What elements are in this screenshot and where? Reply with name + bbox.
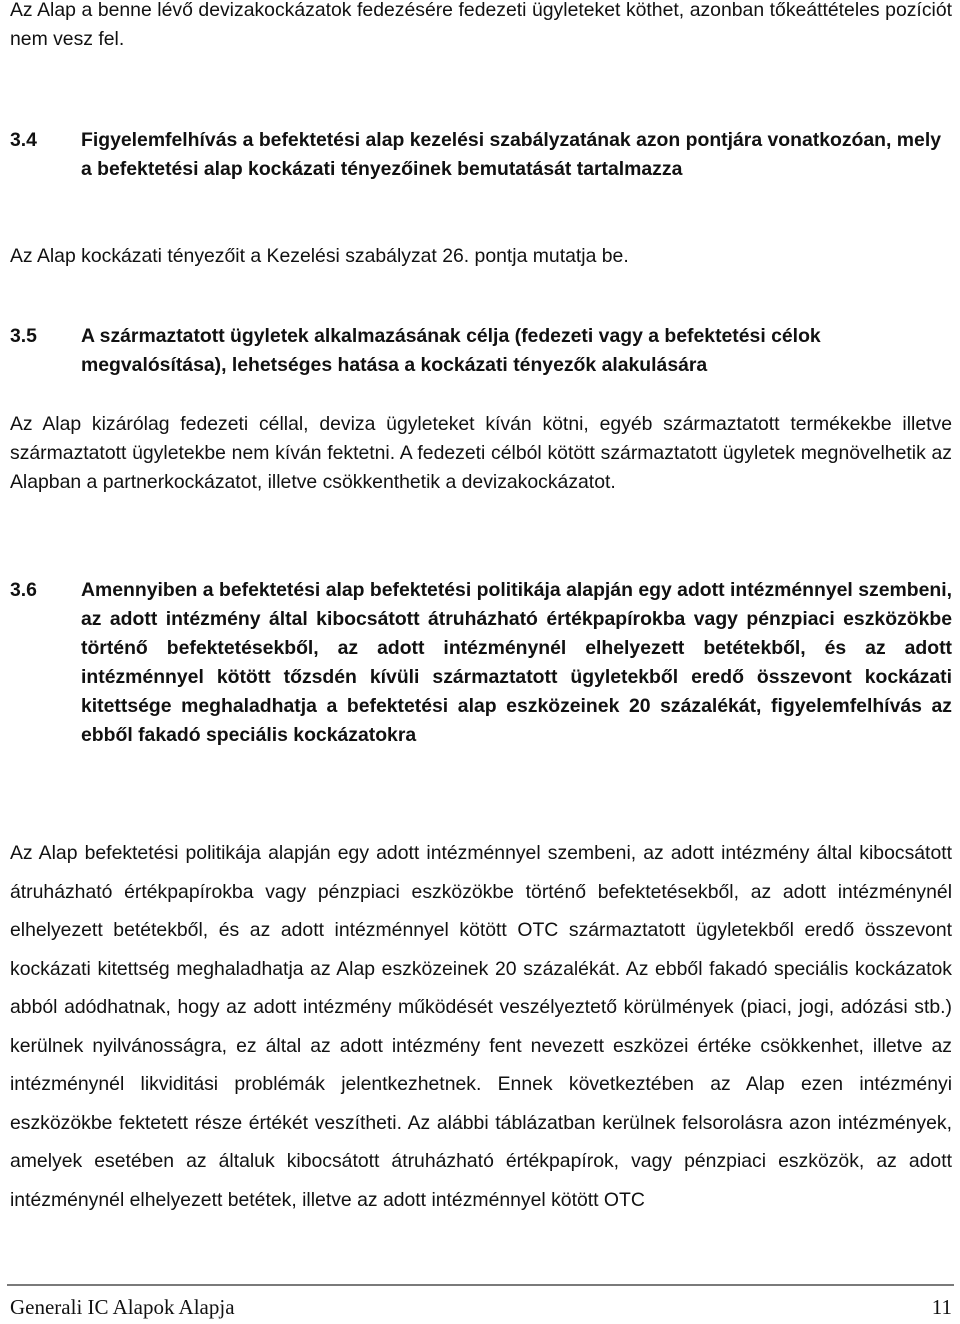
section-heading-text: Figyelemfelhívás a befektetési alap kezelési szabályzatának azon pontjára vonatkozóan, mely a befektetési alap kockázati tényezőinek bemutatását tartalmazza	[81, 129, 941, 180]
section-body-3-6: Az Alap befektetési politikája alapján egy adott intézménnyel szembeni, az adott intézmény által kibocsátott átruházható értékpapírokba vagy pénzpiaci eszközökbe történő befektetésekből, az adott intézménynél elhelyezett betétekből, és az adott intézménnyel kötött OTC származtatott ügyletekből eredő összevont kockázati kitettség meghaladhatja az Alap eszközeinek 20 százalékát. Az ebből fakadó speciális kockázatok abból adódhatnak, hogy az adott intézmény működését veszélyeztető körülmények (piaci, jogi, adózási stb.) kerülnek nyilvánosságra, ez által az adott intézmény fent nevezett eszközei értéke csökkenhet, illetve az intézménynél likviditási problémák jelentkezhetnek. Ennek következtében az Alap ezen intézményi eszközökbe fektetett része értékét veszítheti. Az alábbi táblázatban kerülnek felsorolásra azon intézmények, amelyek esetében az általuk kibocsátott átruházható értékpapírok, vagy pénzpiaci eszközök, az adott intézménynél elhelyezett betétek, illetve az adott intézménnyel kötött OTC	[10, 842, 952, 1211]
section-heading-3-6	[10, 576, 952, 750]
section-heading-text: Amennyiben a befektetési alap befektetési politikája alapján egy adott intézménnyel szembeni, az adott intézmény által kibocsátott átruházható értékpapírokba vagy pénzpiaci eszközökbe történő befektetésekből, az adott intézménynél elhelyezett betétekből, és az adott intézménnyel kötött tőzsdén kívüli származtatott ügyletekből eredő összevont kockázati kitettsége meghaladhatja a befektetési alap eszközeinek 20 százalékát, figyelemfelhívás az ebből fakadó speciális kockázatokra	[81, 579, 952, 746]
section-heading-text: A származtatott ügyletek alkalmazásának célja (fedezeti vagy a befektetési célok megvalósítása), lehetséges hatása a kockázati tényezők alakulására	[81, 325, 821, 376]
section-number: 3.5	[10, 325, 37, 347]
section-heading-3-4	[10, 126, 952, 184]
page-footer	[10, 1293, 952, 1321]
footer-divider	[7, 1284, 954, 1286]
section-body-3-5: Az Alap kizárólag fedezeti céllal, deviza ügyleteket kíván kötni, egyéb származtatott termékekbe illetve származtatott ügyletekbe nem kíván fektetni. A fedezeti célból kötött származtatott ügyletek megnövelhetik az Alapban a partnerkockázatot, illetve csökkenthetik a devizakockázatot.	[10, 413, 952, 493]
section-heading-3-5	[10, 322, 952, 380]
section-number: 3.6	[10, 579, 37, 601]
section-number: 3.4	[10, 129, 37, 151]
intro-paragraph: Az Alap a benne lévő devizakockázatok fedezésére fedezeti ügyleteket köthet, azonban tőkeáttételes pozíciót nem vesz fel.	[10, 0, 952, 50]
footer-document-title: Generali IC Alapok Alapja	[10, 1295, 235, 1319]
section-body-3-4: Az Alap kockázati tényezőit a Kezelési szabályzat 26. pontja mutatja be.	[10, 245, 629, 267]
footer-page-number: 11	[931, 1295, 952, 1319]
